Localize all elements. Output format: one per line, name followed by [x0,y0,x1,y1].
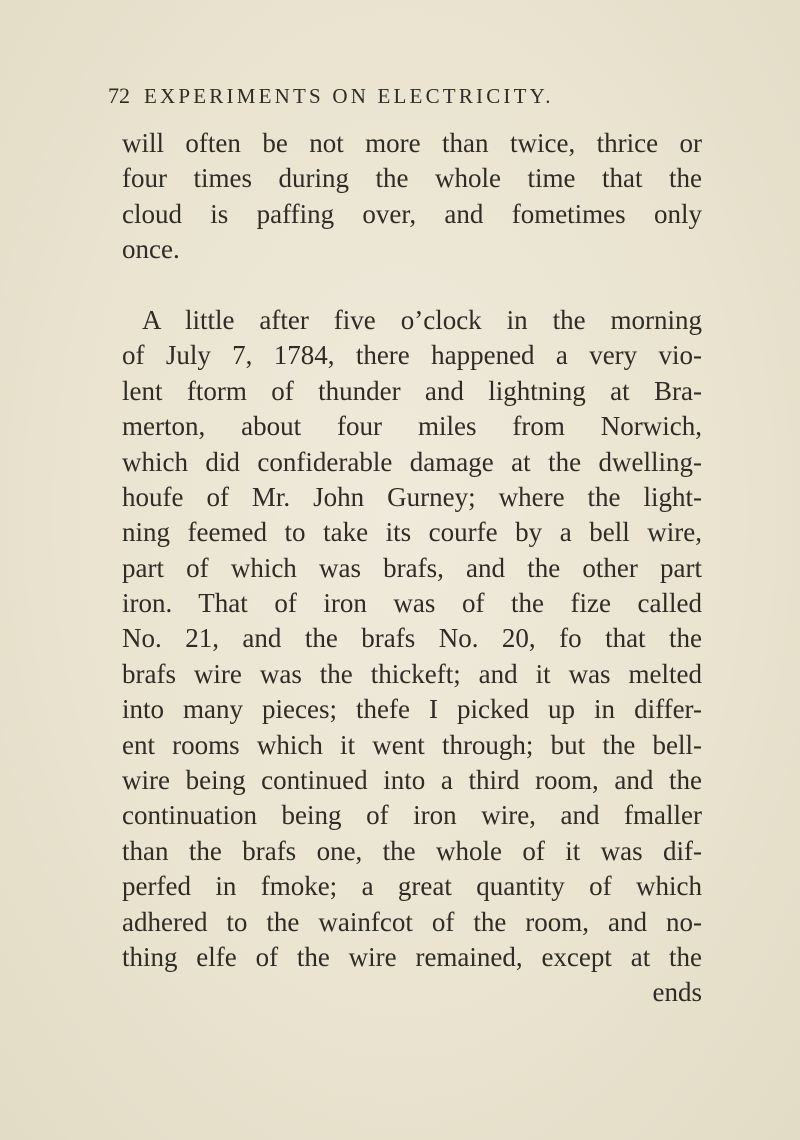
text-line: ent rooms which it went through; but the bell- [122,729,702,760]
page-number: 72 [108,83,130,108]
text-line: ning feemed to take its courfe by a bell wire, [122,517,702,548]
text-line: into many pieces; thefe I picked up in differ- [122,694,702,725]
text-line: four times during the whole time that the [122,163,702,194]
page-header [108,83,708,117]
paragraph-gap [122,268,702,303]
text-line: will often be not more than twice, thrice or [122,128,702,158]
text-line: lent ftorm of thunder and lightning at Bra- [122,375,702,406]
text-line: which did confiderable damage at the dwelling- [122,446,702,477]
catchword: ends [652,977,702,1008]
text-line: adhered to the wainfcot of the room, and no- [122,906,702,937]
text-line: once. [122,234,180,265]
running-head: EXPERIMENTS ON ELECTRICITY. [144,84,554,108]
text-line: part of which was brafs, and the other part [122,552,702,583]
text-line: of July 7, 1784, there happened a very vio- [122,340,702,371]
text-line: perfed in fmoke; a great quantity of which [122,871,702,902]
text-line: brafs wire was the thickeft; and it was melted [122,658,702,689]
text-line: houfe of Mr. John Gurney; where the light- [122,481,702,512]
text-line: thing elfe of the wire remained, except at the [122,941,702,972]
text-line: continuation being of iron wire, and fmaller [122,800,702,831]
text-line: iron. That of iron was of the fize called [122,588,702,619]
body-text [122,126,702,1011]
text-line: No. 21, and the brafs No. 20, fo that the [122,623,702,654]
text-line: cloud is paffing over, and fometimes only [122,198,702,229]
text-line: wire being continued into a third room, and the [122,765,702,796]
text-line: A little after five o’clock in the morning [142,304,702,335]
text-line: than the brafs one, the whole of it was dif- [122,835,702,866]
text-line: merton, about four miles from Norwich, [122,411,702,442]
